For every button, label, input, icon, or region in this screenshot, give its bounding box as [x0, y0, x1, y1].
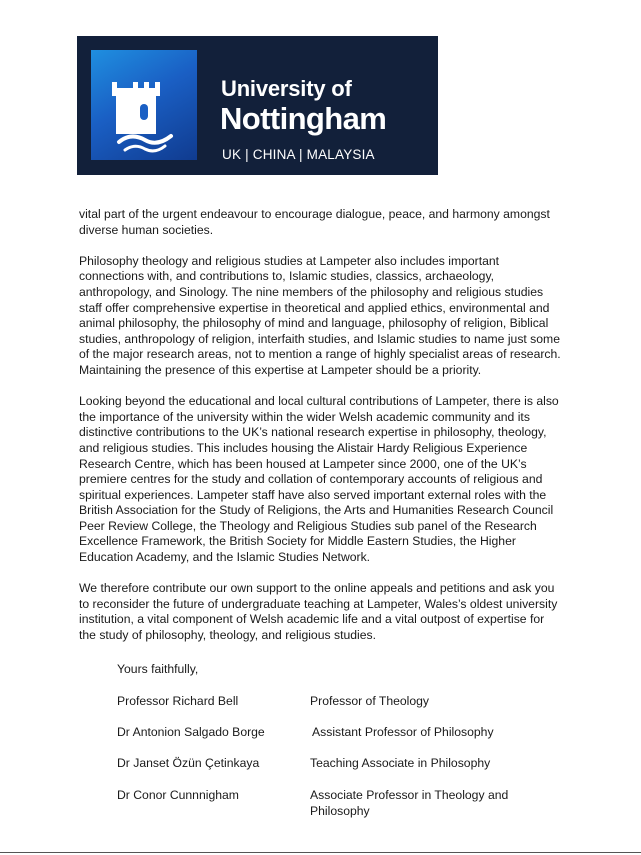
paragraph-4: We therefore contribute our own support to the online appeals and petitions and ask you to reconsider the future of undergraduate teaching at Lampeter, Wales’s oldest university institution, a vital component of Welsh academic life and a vital outpost of expertise for the study of philosophy, theology, and religious studies. — [79, 581, 558, 643]
signatory-title: Assistant Professor of Philosophy — [312, 725, 494, 739]
signatory-title: Associate Professor in Theology and Philosophy — [310, 788, 509, 818]
paragraph-3: Looking beyond the educational and local cultural contributions of Lampeter, there is also the importance of the university within the wider Welsh academic community and its distinctive contributions to the UK’s national research expertise in philosophy, theology, and religious studies. This includes housing the Alistair Hardy Religious Experience Research Centre, which has been housed at Lampeter since 2000, one of the UK’s premiere centres for the study and collation of contemporary accounts of religious and spiritual experiences. Lampeter staff have also served important external roles with the British Association for the Study of Religions, the Arts and Humanities Research Council Peer Review College, the Theology and Religious Studies sub panel of the Research Excellence Framework, the British Society for Middle Eastern Studies, the Higher Education Academy, and the Islamic Studies Network. — [79, 394, 559, 565]
castle-crest-icon — [91, 50, 197, 160]
logo-line-nottingham: Nottingham — [220, 101, 387, 136]
signatory-name: Dr Antonion Salgado Borge — [117, 725, 265, 739]
paragraph-1: vital part of the urgent endeavour to encourage dialogue, peace, and harmony amongst diverse human societies. — [79, 207, 550, 237]
signatory-name: Professor Richard Bell — [117, 694, 239, 708]
logo-line-campuses: UK | CHINA | MALAYSIA — [222, 147, 375, 162]
page-bottom-rule — [0, 852, 641, 853]
paragraph-2: Philosophy theology and religious studies at Lampeter also includes important connections with, and contributions to, Islamic studies, classics, archaeology, anthropology, and Sinology. The nine members of the philosophy and religious studies staff offer comprehensive expertise in theoretical and applied ethics, environmental and animal philosophy, the philosophy of mind and language, philosophy of religion, Biblical studies, anthropology of religion, interfaith studies, and Islamic studies to name just some of the major research areas, not to mention a range of highly specialist areas of research. Maintaining the presence of this expertise at Lampeter should be a priority. — [79, 253, 561, 377]
signatory-title: Professor of Theology — [310, 694, 430, 708]
signatory-title: Teaching Associate in Philosophy — [310, 756, 491, 770]
logo-line-university-of: University of — [221, 76, 352, 101]
signatory-name: Dr Janset Özün Çetinkaya — [117, 756, 260, 770]
university-logo-banner — [77, 36, 438, 175]
letter-body — [79, 207, 563, 659]
closing-salutation: Yours faithfully, — [117, 662, 199, 676]
signatory-name: Dr Conor Cunnnigham — [117, 788, 239, 802]
